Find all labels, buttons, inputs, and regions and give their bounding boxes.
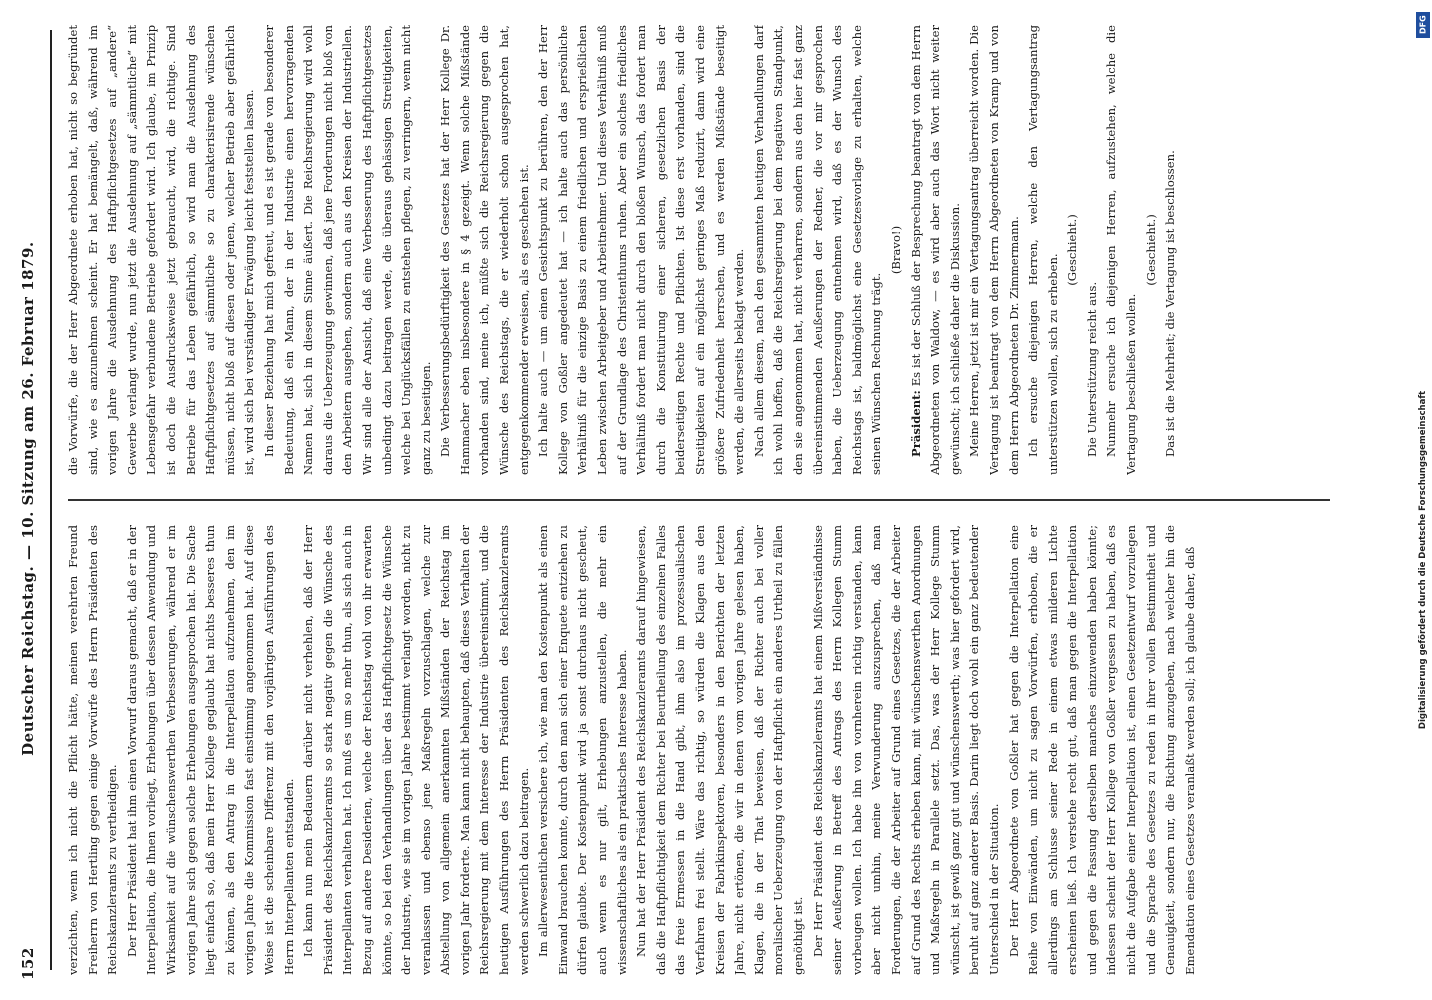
- paragraph: Ich ersuche diejenigen Herren, welche den Vertagungsantrag unterstützen wollen, sich zu erheben.: [1026, 25, 1060, 475]
- paragraph: Ich halte auch — um einen Gesichtspunkt zu berühren, den der Herr Kollege von Goßler angedeutet hat — ich halte auch das persönliche Verhältniß für die einzige Basis zu einem friedlichen und ersprießlichen Leben zwischen Arbeitgeber und Arbeitnehmer. Und dieses Verhältniß muß auf der Grundlage des Christenthums ruhen. Aber ein solches friedliches Verhältniß fordert man nicht durch den bloßen Wunsch, das fordert man durch die Konstituirung einer sicheren, gesetzlichen Basis der beiderseitigen Rechte und Pflichten. Ist diese erst vorhanden, sind die Streitigkeiten auf ein möglichst geringes Maß reduzirt, dann wird eine größere Zufriedenheit herrschen, und es werden Mißstände beseitigt werden, die allerseits beklagt werden.: [536, 25, 747, 475]
- digitization-watermark: [1414, 0, 1432, 1000]
- watermark-text: Digitalisierung gefördert durch die Deutsche Forschungsgemeinschaft: [1418, 390, 1428, 730]
- stage-direction: (Geschieht.): [1143, 214, 1158, 286]
- paragraph: Im allerwesentlichen versichere ich, wie man den Kostenpunkt als einen Einwand brauchen konnte, durch den man sich einer Enquete entziehen zu dürfen glaubte. Der Kostenpunkt wird ja sonst durchaus nicht gescheut, auch wenn es nur gilt, Erhebungen anzustellen, die mehr ein wissenschaftliches als ein praktisches Interesse haben.: [536, 525, 629, 975]
- left-text-column: [64, 525, 1326, 975]
- paragraph: verzichten, wenn ich nicht die Pflicht hätte, meinen verehrten Freund Freiherrn von Hertling gegen einige Vorwürfe des Herrn Präsidenten des Reichskanzleramts zu vertheidigen.: [66, 525, 120, 975]
- paragraph: Die Verbesserungsbedürftigkeit des Gesetzes hat der Herr Kollege Dr. Hammacher eben insbesondere in § 4 gezeigt. Wenn solche Mißstände vorhanden sind, meine ich, müßte sich die Reichsregierung gegen die Wünsche des Reichstags, die er wiederholt schon ausgesprochen hat, entgegenkommender erweisen, als es geschehen ist.: [438, 25, 531, 475]
- paragraph-text: Es ist der Schluß der Besprechung beantragt von dem Herrn Abgeordneten von Waldow, — es wird aber auch das Wort nicht weiter gewünscht; ich schließe daher die Diskussion.: [908, 25, 962, 475]
- running-title: Deutscher Reichstag. — 10. Sitzung am 26. Februar 1879.: [19, 241, 37, 756]
- paragraph: Nach allem diesem, nach den gesammten heutigen Verhandlungen darf ich wohl hoffen, daß die Reichsregierung bei dem negativen Standpunkt, den sie angenommen hat, nicht verharren, sondern aus den hier fast ganz übereinstimmenden Aeußerungen der Redner, die vor mir gesprochen haben, die Ueberzeugung entnehmen wird, daß es der Wunsch des Reichstags ist, baldmöglichst eine Gesetzesvorlage zu erhalten, welche seinen Wünschen Rechnung trägt.: [751, 25, 884, 475]
- running-header: [8, 20, 48, 980]
- paragraph: In dieser Beziehung hat mich gefreut, und es ist gerade von besonderer Bedeutung, daß ein Mann, der in der Industrie einen hervorragenden Namen hat, sich in diesem Sinne äußert. Die Reichsregierung wird wohl daraus die Ueberzeugung gewinnen, daß jene Forderungen nicht bloß von den Arbeitern ausgehen, sondern auch aus den Kreisen der Industriellen. Wir sind alle der Ansicht, daß eine Verbesserung des Haftpflichtgesetzes unbedingt dazu beitragen werde, die überaus gehässigen Streitigkeiten, welche bei Unglücksfällen zu entstehen pflegen, zu verringern, wenn nicht ganz zu beseitigen.: [261, 25, 433, 475]
- paragraph: Der Herr Abgeordnete von Goßler hat gegen die Interpellation eine Reihe von Einwänden, um nicht zu sagen Vorwürfen, erhoben, die er allerdings am Schlusse seiner Rede in einem etwas milderen Lichte erscheinen ließ. Ich verstehe recht gut, daß man gegen die Interpellation und gegen die Fassung derselben manches einzuwenden haben könnte; indessen scheint der Herr Kollege von Goßler vergessen zu haben, daß es nicht die Aufgabe einer Interpellation ist, einen Gesetzentwurf vorzulegen und die Sprache des Gesetzes zu reden in ihrer vollen Bestimmtheit und Genauigkeit, sondern nur, die Richtung anzugeben, nach welcher hin die Emendation eines Gesetzes veranlaßt werden soll; ich glaube daher, daß: [1006, 525, 1197, 975]
- column-divider: [68, 499, 1330, 501]
- president-paragraph: [907, 25, 966, 475]
- paragraph: Das ist die Mehrheit; die Vertagung ist beschlossen.: [1163, 150, 1178, 457]
- paragraph: Der Herr Präsident hat ihm einen Vorwurf daraus gemacht, daß er in der Interpellation, die Ihnen vorliegt, Erhebungen über dessen Anwendung und Wirksamkeit auf die wünschenswerthen Verbesserungen, während er im vorigen Jahre sich gegen solche Erhebungen ausgesprochen hat. Die Sache liegt einfach so, daß mein Herr Kollege geglaubt hat nichts besseres thun zu können, als den Antrag in die Interpellation aufzunehmen, den im vorigen Jahre die Kommission fast einstimmig angenommen hat. Auf diese Weise ist die scheinbare Differenz mit den vorjährigen Ausführungen des Herrn Interpellanten entstanden.: [124, 525, 296, 975]
- paragraph: Nun hat der Herr Präsident des Reichskanzleramts darauf hingewiesen, daß die Haftpflichtigkeit dem Richter bei Beurtheilung des einzelnen Falles das freie Ermessen in die Hand gibt, ihm also im prozessualischen Verfahren frei stellt. Wäre das richtig, so würden die Klagen aus den Kreisen der Fabrikinspektoren, besonders in den Berichten der letzten Jahre, nicht ertönen, die wir in denen vom vorigen Jahre gelesen haben, Klagen, die in der That beweisen, daß der Richter auch bei voller moralischer Ueberzeugung von der Haftpflicht ein anderes Urtheil zu fällen genöthigt ist.: [634, 525, 805, 975]
- applause-note: (Bravo!): [888, 225, 903, 275]
- header-rule: [50, 30, 52, 970]
- speaker-label: Präsident:: [908, 390, 923, 457]
- paragraph: Der Herr Präsident des Reichskanzleramts hat einem Mißverständnisse seiner Aeußerung in Betreff des Antrags des Herrn Kollegen Stumm vorbeugen wollen. Ich habe ihn von vornherein richtig verstanden, kann aber nicht umhin, meine Verwunderung auszusprechen, daß man Forderungen, die der Arbeiter auf Grund eines Gesetzes, die der Arbeiter auf Grund des Rechts erheben kann, mit wünschenswerthen Anordnungen und Maßregeln in Parallele setzt. Das, was der Herr Kollege Stumm wünscht, ist gewiß ganz gut und wünschenswerth; was hier gefordert wird, beruht auf ganz anderer Basis. Darin liegt doch wohl ein ganz bedeutender Unterschied in der Situation.: [810, 525, 1001, 975]
- paragraph: die Vorwürfe, die der Herr Abgeordnete erhoben hat, nicht so begründet sind, wie es anzunehmen scheint. Er hat bemängelt, daß, während im vorigen Jahre die Ausdehnung des Haftpflichtgesetzes auf „andere“ Gewerbe verlangt wurde, nun jetzt die Ausdehnung auf „sämmtliche“ mit Lebensgefahr verbundene Betriebe gefordert wird. Ich glaube, im Prinzip ist doch die Ausdrucksweise jetzt gebraucht, wird, die richtige. Sind Betriebe für das Leben gefährlich, so wird man die Ausdehnung des Haftpflichtgesetzes auf sämmtliche so zu charakterisirende wünschen müssen, nicht bloß auf diesen oder jenen, welcher Betrieb aber gefährlich ist, wird sich bei verständiger Erwägung leicht feststellen lassen.: [66, 25, 257, 475]
- right-text-column: [64, 25, 1326, 475]
- paragraph: Meine Herren, jetzt ist mir ein Vertagungsantrag überreicht worden. Die Vertagung ist beantragt von dem Herrn Abgeordneten von Kramp und von dem Herrn Abgeordneten Dr. Zimmermann.: [967, 25, 1021, 475]
- stage-direction: (Geschieht.): [1065, 214, 1080, 286]
- paragraph: Die Unterstützung reicht aus.: [1084, 281, 1099, 457]
- paragraph: Nunmehr ersuche ich diejenigen Herren, aufzustehen, welche die Vertagung beschließen wollen.: [1104, 25, 1139, 475]
- page-number: 152: [19, 947, 37, 980]
- dfg-logo-icon: DFG: [1416, 12, 1430, 38]
- paragraph: Ich kann nun mein Bedauern darüber nicht verhehlen, daß der Herr Präsident des Reichskanzleramts so stark negativ gegen die Wünsche des Interpellanten verhalten hat. Ich muß es um so mehr thun, als sich auch in Bezug auf andere Desiderien, welche der Reichstag wohl von ihr erwarten könnte, so bei den Verhandlungen über das Haftpflichtgesetz die Wünsche der Industrie, wie sie im vorigen Jahre bestimmt verlangt worden, nicht zu veranlassen und ebenso jene Maßregeln vorzuschlagen, welche zur Abstellung von allgemein anerkannten Mißständen der Reichstag im vorigen Jahr forderte. Man kann nicht behaupten, daß dieses Verhalten der Reichsregierung mit dem Interesse der Industrie übereinstimmt, und die heutigen Ausführungen des Herrn Präsidenten des Reichskanzleramts werden schwerlich dazu beitragen.: [301, 525, 531, 975]
